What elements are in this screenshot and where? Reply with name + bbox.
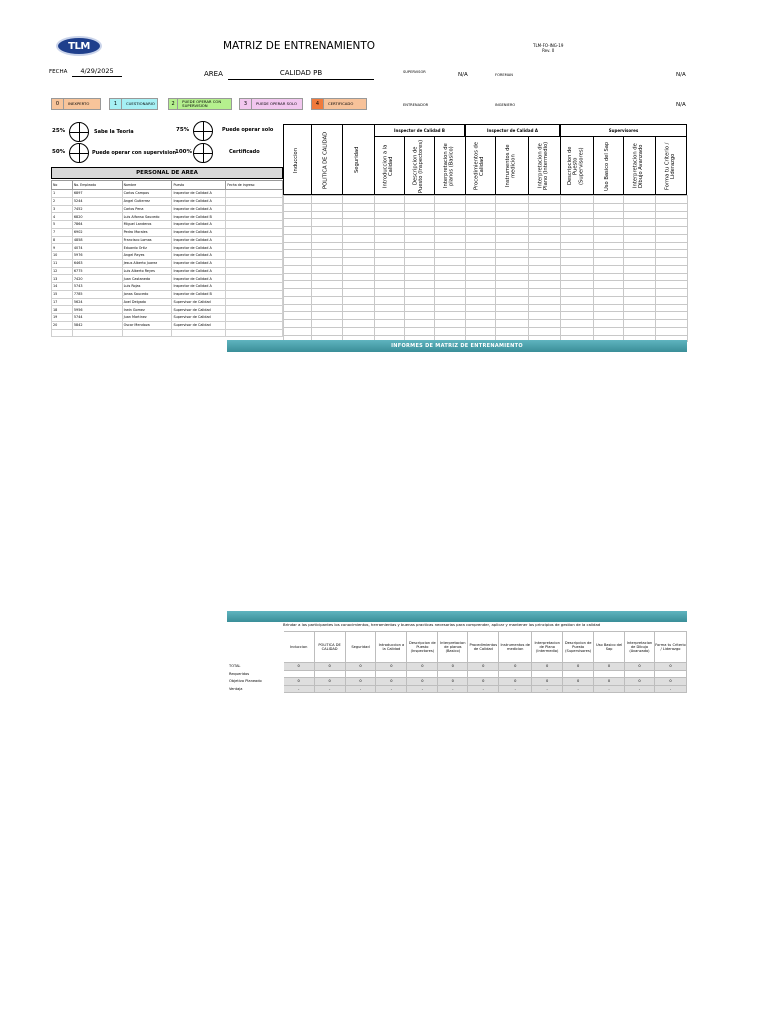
report-cell: - <box>345 685 376 693</box>
table-cell: Oscar Mendoza <box>122 321 172 329</box>
table-row <box>52 283 283 291</box>
table-cell: Inspector de Calidad A <box>172 267 226 275</box>
half-circle-icon <box>69 143 89 163</box>
level-100-pct: 100% <box>175 149 192 155</box>
report-cell: 0 <box>314 663 345 671</box>
page-title: MATRIZ DE ENTRENAMIENTO <box>223 40 376 52</box>
table-cell: Inspector de Calidad A <box>172 259 226 267</box>
skill-header-top-rule <box>283 124 374 125</box>
table-cell[interactable] <box>226 275 283 283</box>
skill-header: POLITICA DE CALIDAD <box>322 131 329 189</box>
report-cell: 0 <box>345 663 376 671</box>
table-row <box>52 221 283 229</box>
report-cell: 0 <box>314 678 345 686</box>
full-circle-icon <box>193 143 213 163</box>
skill-header: Seguridad <box>354 146 361 174</box>
table-cell: 18 <box>52 306 73 314</box>
row-divider <box>283 319 687 320</box>
table-cell: Inspector de Calidad B <box>172 290 226 298</box>
skill-header: Instrumentos de medicion <box>504 144 517 188</box>
col-role: Puesto <box>172 181 226 190</box>
report-cell <box>654 670 686 678</box>
table-row <box>52 228 283 236</box>
table-cell[interactable] <box>226 283 283 291</box>
table-row <box>52 314 283 322</box>
table-cell <box>226 329 283 337</box>
report-cell: 0 <box>532 663 563 671</box>
table-row <box>52 213 283 221</box>
table-row <box>52 298 283 306</box>
report-header: POLITICA DE CALIDAD <box>314 632 345 663</box>
table-cell: Eduardo Ortiz <box>122 244 172 252</box>
table-row-empty <box>52 329 283 337</box>
report-cell: - <box>625 685 655 693</box>
table-cell: 7 <box>52 228 73 236</box>
table-cell: 1 <box>52 190 73 198</box>
column-divider <box>283 124 284 195</box>
table-row <box>52 306 283 314</box>
report-cell <box>283 670 314 678</box>
table-cell: Axel Delgado <box>122 298 172 306</box>
legend-level-1: 1 CUESTIONARIO <box>109 98 158 110</box>
report-objective: Brindar a los participantes los conocimientos, herramientas y buenas practicas necesarias para comprender, aplicar y mantener los principios de gestion de la calidad <box>283 622 601 627</box>
table-cell[interactable] <box>226 314 283 322</box>
legend-level-2: 2 PUEDE OPERAR CON SUPERVISION <box>168 98 232 110</box>
level-25-pct: 25% <box>52 128 66 134</box>
row-divider <box>283 234 687 235</box>
table-cell: 9 <box>52 244 73 252</box>
skill-header: Uso Basico del Sap <box>604 141 611 191</box>
report-cell: 0 <box>376 663 407 671</box>
foreman-label: FOREMAN <box>495 73 513 77</box>
report-header: Seguridad <box>345 632 376 663</box>
row-divider <box>283 296 687 297</box>
row-divider <box>283 265 687 266</box>
legend-level-4: 4 CERTIFICADO <box>311 98 367 110</box>
report-cell <box>314 670 345 678</box>
column-divider <box>374 195 375 342</box>
report-header: Uso Basico del Sap <box>594 632 625 663</box>
foreman-value[interactable]: N/A <box>676 72 686 78</box>
row-divider <box>283 195 687 196</box>
table-cell: 6463 <box>72 259 122 267</box>
table-cell: Inspector de Calidad A <box>172 228 226 236</box>
table-row <box>52 197 283 205</box>
table-cell: 7420 <box>72 275 122 283</box>
column-divider <box>495 137 496 195</box>
skill-header: Induccion <box>293 147 300 173</box>
report-bar <box>227 611 687 622</box>
report-row <box>228 678 687 686</box>
table-cell: Irwin Gomez <box>122 306 172 314</box>
table-cell: Supervisor de Calidad <box>172 314 226 322</box>
table-cell[interactable] <box>226 321 283 329</box>
skill-header: Introduccion a la Calidad <box>382 144 394 188</box>
report-cell: - <box>376 685 407 693</box>
row-divider <box>283 211 687 212</box>
column-divider <box>311 124 312 195</box>
column-divider <box>465 195 466 342</box>
report-cell: 0 <box>532 678 563 686</box>
column-divider <box>434 137 435 195</box>
report-cell: 0 <box>283 663 314 671</box>
table-cell: Angel Reyes <box>122 252 172 260</box>
row-divider <box>283 273 687 274</box>
table-cell: 10 <box>52 252 73 260</box>
table-cell: Miguel Landeros <box>122 221 172 229</box>
table-cell[interactable] <box>226 267 283 275</box>
report-cell: 0 <box>563 663 594 671</box>
report-cell: 0 <box>563 678 594 686</box>
area-label: AREA <box>204 70 223 78</box>
group-inspector-b: Inspector de Calidad B <box>374 124 465 137</box>
table-cell[interactable] <box>226 290 283 298</box>
column-divider <box>434 195 435 342</box>
report-row <box>228 685 687 693</box>
company-logo: TLM <box>56 36 102 56</box>
report-cell <box>438 670 468 678</box>
table-cell: 5624 <box>72 298 122 306</box>
table-cell: Carlos Campos <box>122 190 172 198</box>
quarter-circle-icon <box>69 122 89 142</box>
report-cell <box>625 670 655 678</box>
table-cell: Inspector de Calidad A <box>172 244 226 252</box>
table-cell: 6902 <box>72 228 122 236</box>
report-cell <box>345 670 376 678</box>
table-cell[interactable] <box>226 306 283 314</box>
table-cell: 19 <box>52 314 73 322</box>
column-divider <box>404 195 405 342</box>
report-cell: 0 <box>376 678 407 686</box>
table-cell[interactable] <box>226 252 283 260</box>
row-divider <box>283 249 687 250</box>
table-cell <box>52 329 73 337</box>
report-header: Introduccion a la Calidad <box>376 632 407 663</box>
table-cell: Juan Castaneda <box>122 275 172 283</box>
report-cell: 0 <box>438 678 468 686</box>
report-cell: - <box>499 685 532 693</box>
table-row <box>52 290 283 298</box>
table-cell: Luis Rojas <box>122 283 172 291</box>
level-50-text: Puede operar con supervision <box>92 150 177 156</box>
row-divider <box>283 257 687 258</box>
supervisor-label: SUPERVISOR <box>403 70 426 74</box>
report-cell: 0 <box>499 663 532 671</box>
skill-header: Forma tu Criterio / Liderazgo <box>664 142 676 190</box>
table-cell[interactable] <box>226 205 283 213</box>
col-name: Nombre <box>122 181 172 190</box>
table-cell: Angel Gutierrez <box>122 197 172 205</box>
entrenador-label: ENTRENADOR <box>403 103 429 107</box>
report-row <box>228 670 687 678</box>
skill-header: Interpretacion de Plano (Intermedio) <box>537 141 549 191</box>
table-cell: 15 <box>52 290 73 298</box>
column-divider <box>374 137 375 195</box>
report-cell: 0 <box>625 678 655 686</box>
personal-table <box>51 180 283 337</box>
legend-level-0: 0 INEXPERTO <box>51 98 101 110</box>
row-divider <box>283 242 687 243</box>
report-cell <box>468 670 499 678</box>
report-cell: 0 <box>283 678 314 686</box>
report-row-label: Ventaja <box>228 685 284 693</box>
skill-header: Interpretacion de Dibujo Avanzado <box>632 143 644 189</box>
table-cell: 5842 <box>72 321 122 329</box>
row-divider <box>283 327 687 328</box>
table-cell[interactable] <box>226 197 283 205</box>
column-divider <box>342 124 343 195</box>
table-cell[interactable] <box>226 221 283 229</box>
report-cell: - <box>407 685 438 693</box>
column-divider <box>593 195 594 342</box>
group-inspector-a: Inspector de Calidad A <box>465 124 560 137</box>
report-cell: 0 <box>407 678 438 686</box>
row-divider <box>283 311 687 312</box>
report-cell: 0 <box>594 678 625 686</box>
column-divider <box>560 195 561 342</box>
table-row <box>52 236 283 244</box>
table-cell: Pedro Morales <box>122 228 172 236</box>
report-header: Forma tu Criterio / Liderazgo <box>654 632 686 663</box>
table-row <box>52 205 283 213</box>
report-cell: - <box>532 685 563 693</box>
table-cell: 20 <box>52 321 73 329</box>
table-cell: Carlos Pena <box>122 205 172 213</box>
col-date: Fecha de ingreso <box>226 181 283 190</box>
table-cell <box>172 329 226 337</box>
column-divider <box>495 195 496 342</box>
report-cell: 0 <box>654 678 686 686</box>
column-divider <box>465 137 466 195</box>
document-code: TLM-FO-ING-19 Rev. 0 <box>533 43 564 53</box>
report-header: Descripcion de Puesto (Inspectores) <box>407 632 438 663</box>
table-cell: 12 <box>52 267 73 275</box>
table-cell: 6820 <box>72 213 122 221</box>
report-cell: 0 <box>594 663 625 671</box>
report-cell: 0 <box>499 678 532 686</box>
table-cell: Supervisor de Calidad <box>172 306 226 314</box>
column-divider <box>623 137 624 195</box>
column-divider <box>560 137 561 195</box>
report-cell: 0 <box>345 678 376 686</box>
column-divider <box>623 195 624 342</box>
column-divider <box>655 195 656 342</box>
table-cell: 7452 <box>72 205 122 213</box>
report-cell: 0 <box>625 663 655 671</box>
row-divider <box>283 280 687 281</box>
table-cell: Inspector de Calidad A <box>172 190 226 198</box>
report-cell: - <box>468 685 499 693</box>
row-divider <box>283 288 687 289</box>
table-cell: 6897 <box>72 190 122 198</box>
column-divider <box>593 137 594 195</box>
table-cell <box>72 329 122 337</box>
table-cell <box>122 329 172 337</box>
column-divider <box>528 137 529 195</box>
column-divider <box>528 195 529 342</box>
table-cell: 5956 <box>72 306 122 314</box>
table-cell: 4074 <box>72 244 122 252</box>
column-divider <box>342 195 343 342</box>
level-75-text: Puede operar solo <box>222 127 274 133</box>
supervisor-value[interactable]: N/A <box>458 72 468 78</box>
report-row-label: TOTAL <box>228 663 284 671</box>
report-header: Interpretacion de Dibujo (Avanzado) <box>625 632 655 663</box>
report-cell <box>499 670 532 678</box>
report-row-label: Objetivo Planeado <box>228 678 284 686</box>
table-cell: Juan Martinez <box>122 314 172 322</box>
report-cell: 0 <box>438 663 468 671</box>
table-cell: 4 <box>52 213 73 221</box>
table-cell: 6775 <box>72 267 122 275</box>
table-cell: Supervisor de Calidad <box>172 298 226 306</box>
report-cell: - <box>438 685 468 693</box>
report-header: Instrumentos de medicion <box>499 632 532 663</box>
table-cell: 13 <box>52 275 73 283</box>
table-row <box>52 244 283 252</box>
table-row <box>52 267 283 275</box>
report-cell <box>376 670 407 678</box>
table-cell[interactable] <box>226 244 283 252</box>
column-divider <box>655 137 656 195</box>
report-cell <box>407 670 438 678</box>
area-value[interactable]: CALIDAD PB <box>228 69 374 80</box>
report-corner <box>228 632 284 663</box>
table-cell[interactable] <box>226 190 283 198</box>
report-row <box>228 663 687 671</box>
row-divider <box>283 226 687 227</box>
skill-header: Descripcion de Puesto (Inspectores) <box>412 139 424 193</box>
table-cell: 5244 <box>72 197 122 205</box>
table-cell: Luis Alberto Reyes <box>122 267 172 275</box>
fecha-value[interactable]: 4/29/2025 <box>72 67 122 77</box>
legend-level-3: 3 PUEDE OPERAR SOLO <box>239 98 303 110</box>
table-cell: Inspector de Calidad A <box>172 236 226 244</box>
informes-title-bar: INFORMES DE MATRIZ DE ENTRENAMIENTO <box>227 340 687 352</box>
fecha-label: FECHA <box>49 69 68 75</box>
table-cell: Jesus Alberto Juarez <box>122 259 172 267</box>
level-25-text: Sabe la Teoria <box>94 129 134 135</box>
ingeniero-label: INGENIERO <box>495 103 516 107</box>
table-cell: 11 <box>52 259 73 267</box>
column-divider <box>404 137 405 195</box>
column-divider <box>311 195 312 342</box>
table-cell[interactable] <box>226 228 283 236</box>
report-row-label: Requeridos <box>228 670 284 678</box>
column-divider <box>283 195 284 342</box>
table-cell: 14 <box>52 283 73 291</box>
report-table <box>227 631 687 693</box>
three-quarter-circle-icon <box>193 121 213 141</box>
group-supervisores: Supervisores <box>560 124 687 137</box>
report-cell: - <box>654 685 686 693</box>
table-cell: 7864 <box>72 221 122 229</box>
report-header: Induccion <box>283 632 314 663</box>
table-cell: 7785 <box>72 290 122 298</box>
table-cell: Supervisor de Calidad <box>172 321 226 329</box>
report-cell: 0 <box>654 663 686 671</box>
table-cell[interactable] <box>226 298 283 306</box>
report-cell <box>563 670 594 678</box>
table-row <box>52 275 283 283</box>
table-cell: Jonas Saucedo <box>122 290 172 298</box>
table-row <box>52 321 283 329</box>
table-cell[interactable] <box>226 213 283 221</box>
table-cell: 3 <box>52 205 73 213</box>
table-cell: Francisco Lomas <box>122 236 172 244</box>
table-row <box>52 259 283 267</box>
table-cell[interactable] <box>226 259 283 267</box>
table-cell: Inspector de Calidad A <box>172 283 226 291</box>
table-cell: 5743 <box>72 283 122 291</box>
row-divider <box>283 304 687 305</box>
col-no: No <box>52 181 73 190</box>
table-cell: 5976 <box>72 252 122 260</box>
report-header: Interpretacion de Plano (Intermedio) <box>532 632 563 663</box>
report-header: Interpretacion de planos (Basico) <box>438 632 468 663</box>
table-cell[interactable] <box>226 236 283 244</box>
table-cell: Inspector de Calidad A <box>172 252 226 260</box>
table-cell: Inspector de Calidad A <box>172 197 226 205</box>
level-75-pct: 75% <box>176 127 190 133</box>
table-cell: 5744 <box>72 314 122 322</box>
skill-header: Procedimientos de Calidad <box>473 141 485 191</box>
table-cell: 17 <box>52 298 73 306</box>
table-cell: Inspector de Calidad B <box>172 213 226 221</box>
skill-header: Interpretacion de planos (Basico) <box>442 143 455 189</box>
report-cell: 0 <box>407 663 438 671</box>
skill-header: Descripcion de Puesto (Supervisores) <box>567 146 585 186</box>
row-divider <box>283 335 687 336</box>
table-cell: 5 <box>52 221 73 229</box>
report-header: Procedimientos de Calidad <box>468 632 499 663</box>
row-divider <box>283 218 687 219</box>
table-cell: Inspector de Calidad A <box>172 275 226 283</box>
level-100-text: Certificado <box>229 149 260 155</box>
table-cell: Inspector de Calidad A <box>172 205 226 213</box>
report-cell: - <box>314 685 345 693</box>
report-cell: - <box>283 685 314 693</box>
table-cell: 2 <box>52 197 73 205</box>
personal-title: PERSONAL DE AREA <box>51 167 283 179</box>
report-cell: - <box>594 685 625 693</box>
col-emp: No. Empleado <box>72 181 122 190</box>
report-cell: 0 <box>468 663 499 671</box>
row-divider <box>283 203 687 204</box>
report-cell: - <box>563 685 594 693</box>
table-cell: Luis Alfonso Saucedo <box>122 213 172 221</box>
column-divider <box>687 195 688 342</box>
report-header: Descripcion de Puesto (Supervisores) <box>563 632 594 663</box>
table-cell: 4858 <box>72 236 122 244</box>
table-row <box>52 190 283 198</box>
table-cell: Inspector de Calidad A <box>172 221 226 229</box>
table-row <box>52 252 283 260</box>
report-cell <box>594 670 625 678</box>
table-cell: 8 <box>52 236 73 244</box>
level-50-pct: 50% <box>52 149 66 155</box>
report-cell <box>532 670 563 678</box>
report-cell: 0 <box>468 678 499 686</box>
ingeniero-value[interactable]: N/A <box>676 102 686 108</box>
